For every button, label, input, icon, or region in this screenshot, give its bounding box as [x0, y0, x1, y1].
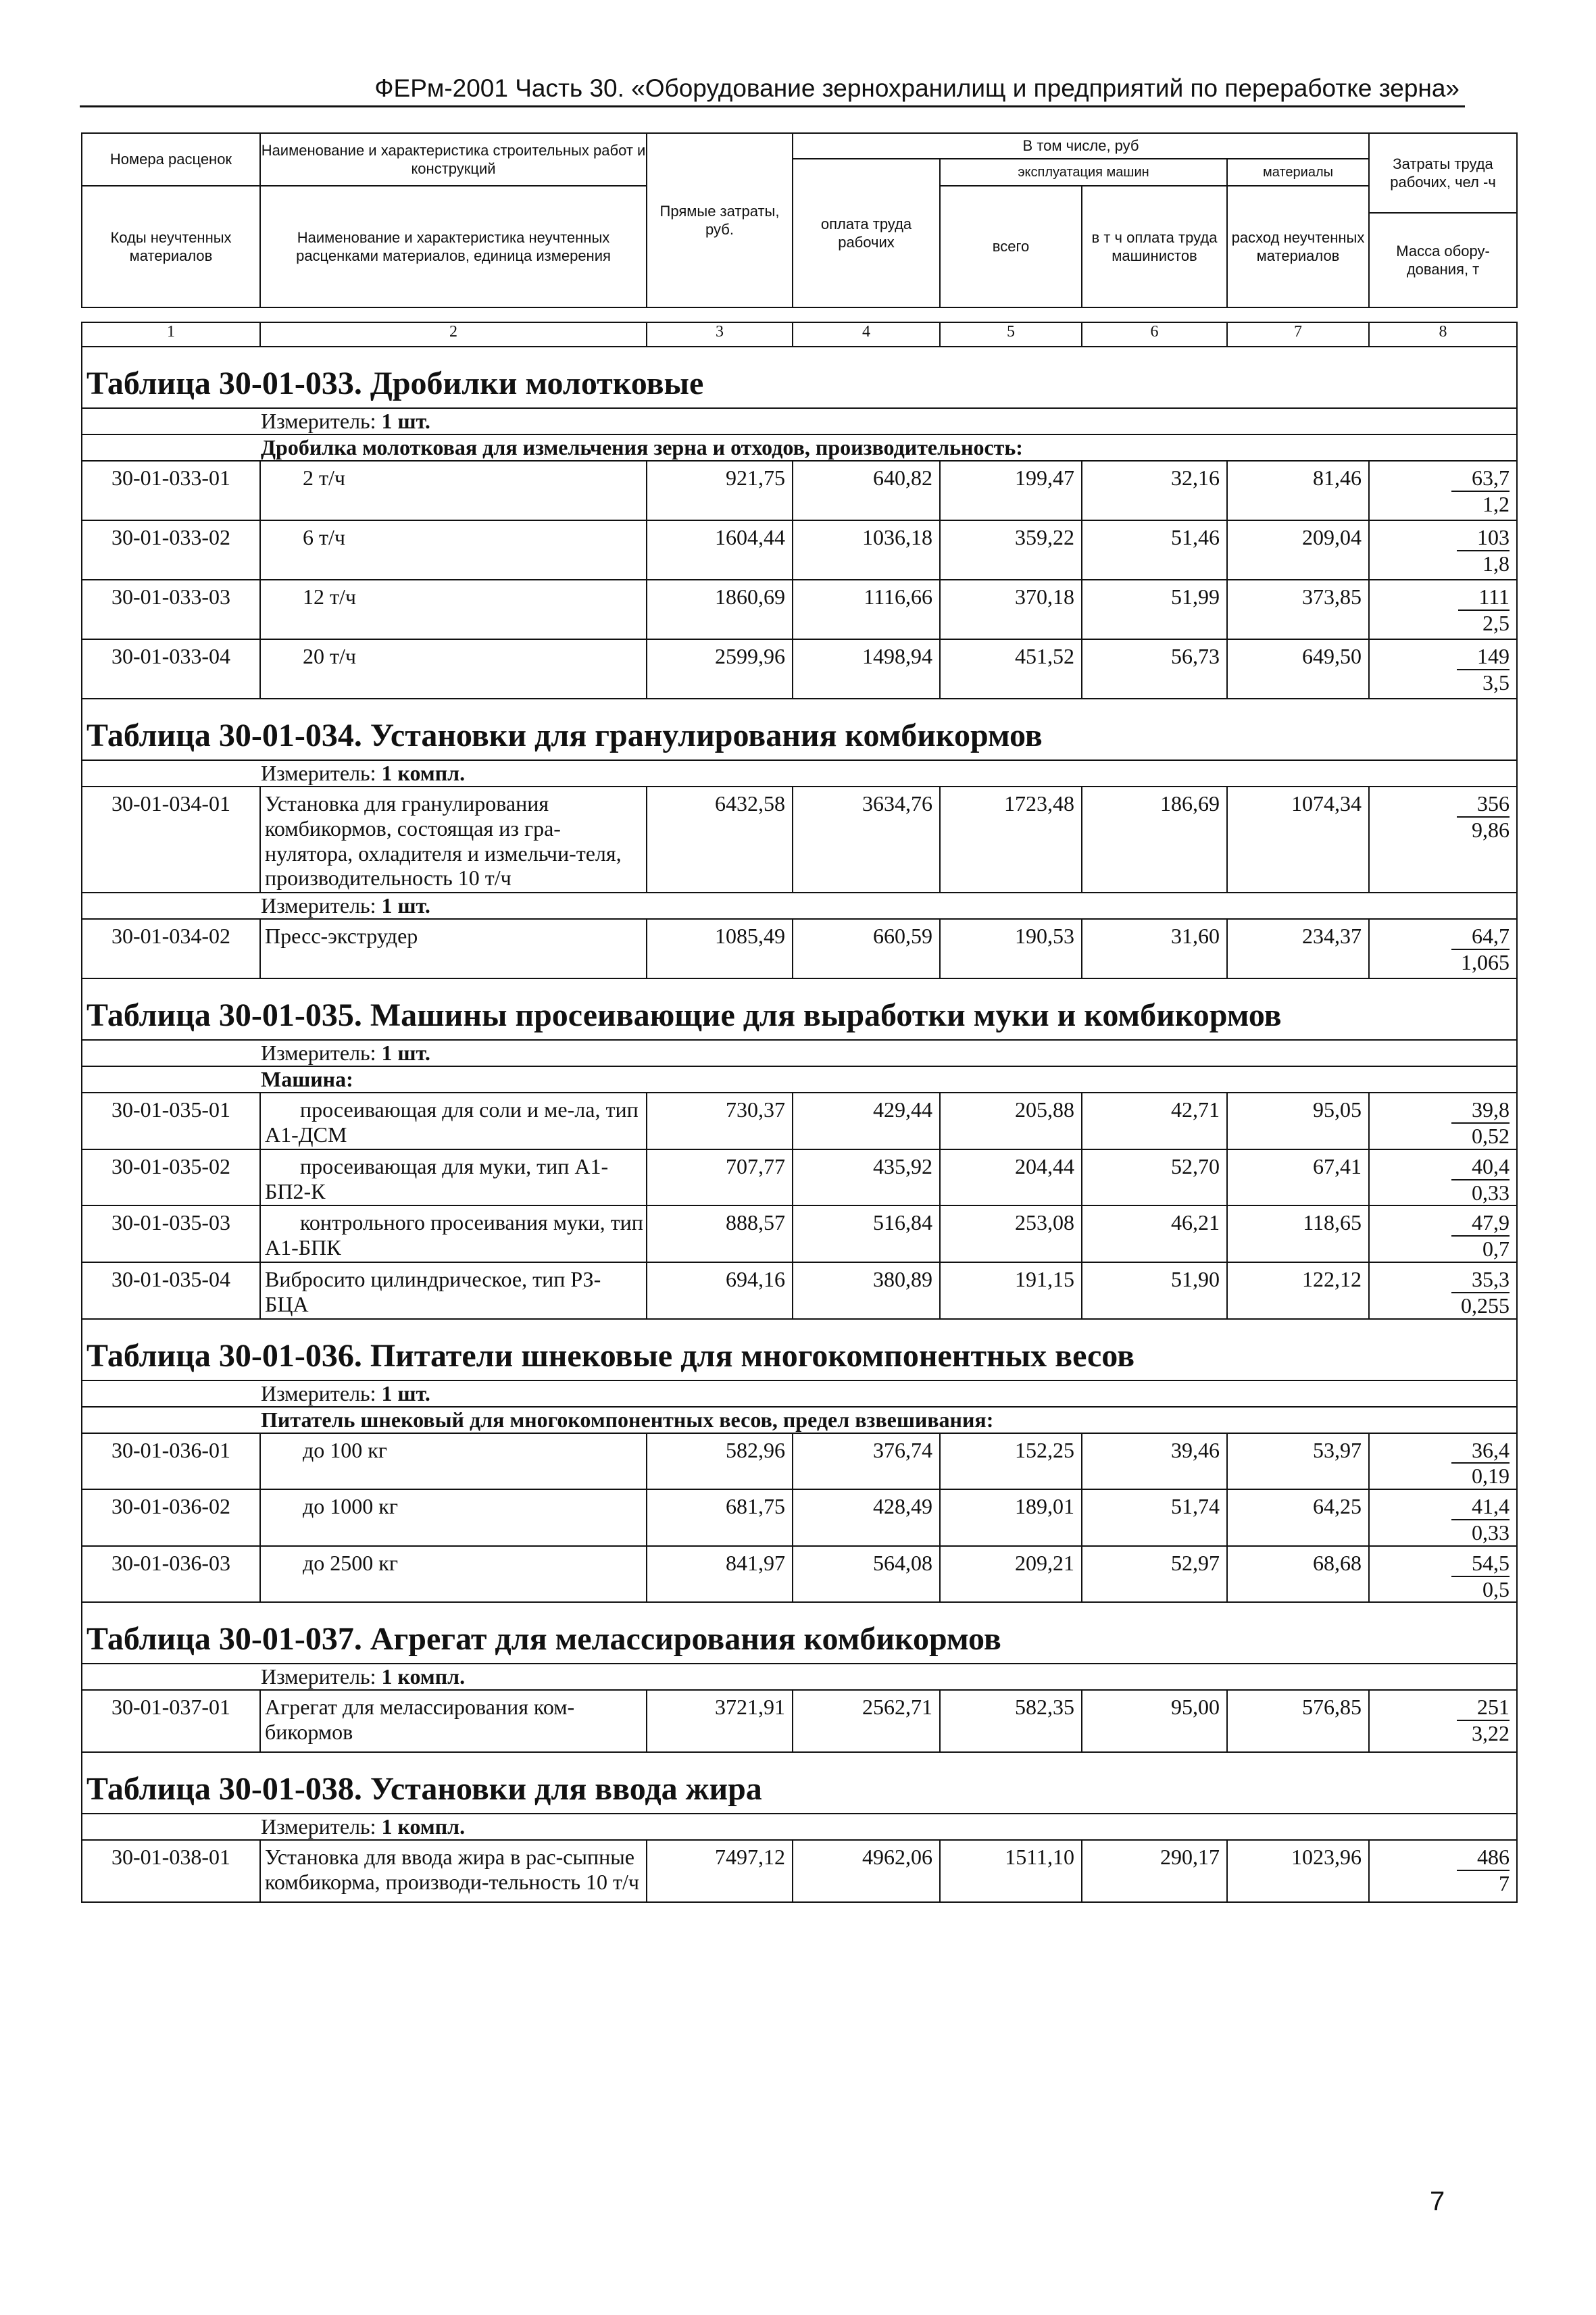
- work-name: до 2500 кг: [260, 1546, 647, 1603]
- cost-value: 380,89: [793, 1262, 940, 1319]
- cost-value: 1085,49: [647, 919, 793, 978]
- unit-line: [82, 760, 1517, 787]
- col-number: 2: [260, 322, 647, 347]
- cost-value: 2562,71: [793, 1690, 940, 1752]
- cost-value: 660,59: [793, 919, 940, 978]
- col8-header-top: Затраты труда рабочих, чел -ч: [1369, 133, 1517, 213]
- work-name: 2 т/ч: [260, 461, 647, 520]
- cost-value: 841,97: [647, 1546, 793, 1603]
- cost-value: 199,47: [940, 461, 1082, 520]
- table-title: Таблица 30-01-036. Питатели шнековые для многокомпонентных весов: [82, 1319, 1517, 1380]
- rate-code: 30-01-036-01: [82, 1433, 260, 1490]
- cost-value: 190,53: [940, 919, 1082, 978]
- cost-value: 2599,96: [647, 639, 793, 699]
- work-name: Установка для гранулирования комбикормов, состоящая из гра-нулятора, охладителя и измельчи-теля, производительность 10 т/ч: [260, 787, 647, 893]
- cost-value: 205,88: [940, 1093, 1082, 1149]
- materials-header: материалы: [1227, 159, 1369, 186]
- col-number: 3: [647, 322, 793, 347]
- labor-value: 47,9: [1451, 1210, 1510, 1237]
- group-heading: Дробилка молотковая для измельчения зерна и отходов, производительность:: [82, 434, 1517, 461]
- rate-code: 30-01-037-01: [82, 1690, 260, 1752]
- cost-value: 51,99: [1082, 580, 1227, 639]
- cost-value: 564,08: [793, 1546, 940, 1603]
- labor-mass-cell: [1369, 787, 1517, 893]
- table-row: [82, 1690, 1517, 1752]
- rate-code: 30-01-033-03: [82, 580, 260, 639]
- labor-value: 36,4: [1451, 1438, 1510, 1464]
- work-name: 20 т/ч: [260, 639, 647, 699]
- unit-line: [82, 1040, 1517, 1066]
- cost-value: 640,82: [793, 461, 940, 520]
- table-row: [82, 1489, 1517, 1546]
- cost-value: 6432,58: [647, 787, 793, 893]
- labor-value: 251: [1457, 1695, 1510, 1721]
- labor-value: 64,7: [1451, 924, 1510, 950]
- col2-header-top: Наименование и характеристика строительных работ и конструкций: [260, 133, 647, 186]
- mass-value: 9,86: [1472, 817, 1510, 842]
- cost-value: 234,37: [1227, 919, 1369, 978]
- cost-value: 31,60: [1082, 919, 1227, 978]
- col1-header-top: Номера расценок: [82, 133, 260, 186]
- rates-table: [81, 132, 1518, 1903]
- table-row: [82, 461, 1517, 520]
- machines-header: эксплуатация машин: [940, 159, 1227, 186]
- cost-value: 67,41: [1227, 1149, 1369, 1206]
- mass-value: 1,8: [1482, 551, 1510, 576]
- labor-mass-cell: [1369, 1262, 1517, 1319]
- cost-value: 51,74: [1082, 1489, 1227, 1546]
- cost-value: 32,16: [1082, 461, 1227, 520]
- cost-value: 53,97: [1227, 1433, 1369, 1490]
- cost-value: 649,50: [1227, 639, 1369, 699]
- cost-value: 52,97: [1082, 1546, 1227, 1603]
- cost-value: 95,00: [1082, 1690, 1227, 1752]
- mass-value: 3,5: [1482, 670, 1510, 695]
- labor-mass-cell: [1369, 1149, 1517, 1206]
- table-row: [82, 919, 1517, 978]
- unit-value: 1 шт.: [381, 1041, 430, 1066]
- unit-line: [82, 408, 1517, 434]
- work-name: просеивающая для соли и ме-ла, тип А1-ДСМ: [260, 1093, 647, 1149]
- unit-value: 1 компл.: [381, 1664, 466, 1689]
- labor-mass-cell: [1369, 520, 1517, 580]
- rate-code: 30-01-035-03: [82, 1205, 260, 1262]
- cost-value: 359,22: [940, 520, 1082, 580]
- cost-value: 428,49: [793, 1489, 940, 1546]
- labor-mass-cell: [1369, 461, 1517, 520]
- cost-value: 204,44: [940, 1149, 1082, 1206]
- table-title: Таблица 30-01-037. Агрегат для мелассирования комбикормов: [82, 1602, 1517, 1664]
- mass-value: 0,19: [1472, 1464, 1510, 1489]
- unit-value: 1 компл.: [381, 1814, 466, 1839]
- unit-line: [82, 1814, 1517, 1840]
- table-title: Таблица 30-01-038. Установки для ввода жира: [82, 1752, 1517, 1814]
- cost-value: 451,52: [940, 639, 1082, 699]
- mass-value: 0,52: [1472, 1123, 1510, 1148]
- labor-mass-cell: [1369, 1489, 1517, 1546]
- cost-value: 52,70: [1082, 1149, 1227, 1206]
- cost-value: 209,04: [1227, 520, 1369, 580]
- work-name: просеивающая для муки, тип А1-БП2-К: [260, 1149, 647, 1206]
- unit-label: Измеритель:: [261, 1814, 376, 1839]
- mass-value: 7: [1499, 1871, 1510, 1896]
- labor-mass-cell: [1369, 1093, 1517, 1149]
- cost-value: 516,84: [793, 1205, 940, 1262]
- work-name: контрольного просеивания муки, тип А1-БПК: [260, 1205, 647, 1262]
- unit-line: [82, 1380, 1517, 1407]
- mass-value: 1,065: [1461, 949, 1510, 974]
- mass-value: 0,7: [1482, 1237, 1510, 1262]
- work-name: Агрегат для мелассирования ком-бикормов: [260, 1690, 647, 1752]
- col-number: 8: [1369, 322, 1517, 347]
- labor-mass-cell: [1369, 639, 1517, 699]
- labor-value: 486: [1457, 1845, 1510, 1871]
- work-name: Установка для ввода жира в рас-сыпные комбикорма, производи-тельность 10 т/ч: [260, 1840, 647, 1902]
- work-name: 6 т/ч: [260, 520, 647, 580]
- labor-value: 41,4: [1451, 1494, 1510, 1520]
- cost-value: 3721,91: [647, 1690, 793, 1752]
- table-row: [82, 1262, 1517, 1319]
- col-number: 4: [793, 322, 940, 347]
- cost-value: 707,77: [647, 1149, 793, 1206]
- table-row: [82, 580, 1517, 639]
- rate-code: 30-01-034-02: [82, 919, 260, 978]
- col4-header: оплата труда рабочих: [793, 159, 940, 307]
- table-row: [82, 1205, 1517, 1262]
- rate-code: 30-01-036-02: [82, 1489, 260, 1546]
- labor-value: 35,3: [1451, 1267, 1510, 1293]
- cost-value: 186,69: [1082, 787, 1227, 893]
- unit-label: Измеритель:: [261, 1041, 376, 1066]
- unit-line: [82, 893, 1517, 919]
- mass-value: 3,22: [1472, 1721, 1510, 1746]
- cost-value: 95,05: [1227, 1093, 1369, 1149]
- mass-value: 2,5: [1482, 610, 1510, 635]
- cost-value: 1723,48: [940, 787, 1082, 893]
- table-row: [82, 639, 1517, 699]
- labor-value: 111: [1458, 584, 1510, 611]
- mass-value: 1,2: [1482, 491, 1510, 516]
- cost-value: 46,21: [1082, 1205, 1227, 1262]
- cost-value: 64,25: [1227, 1489, 1369, 1546]
- mass-value: 0,33: [1472, 1520, 1510, 1545]
- rate-code: 30-01-033-04: [82, 639, 260, 699]
- cost-value: 68,68: [1227, 1546, 1369, 1603]
- unit-label: Измеритель:: [261, 893, 376, 918]
- table-title: Таблица 30-01-035. Машины просеивающие для выработки муки и комбикормов: [82, 978, 1517, 1040]
- unit-label: Измеритель:: [261, 761, 376, 785]
- group-heading: Машина:: [82, 1066, 1517, 1093]
- cost-value: 582,35: [940, 1690, 1082, 1752]
- rate-code: 30-01-033-02: [82, 520, 260, 580]
- cost-value: 290,17: [1082, 1840, 1227, 1902]
- col-number: 5: [940, 322, 1082, 347]
- cost-value: 51,46: [1082, 520, 1227, 580]
- labor-mass-cell: [1369, 1433, 1517, 1490]
- rate-code: 30-01-036-03: [82, 1546, 260, 1603]
- cost-value: 81,46: [1227, 461, 1369, 520]
- labor-mass-cell: [1369, 1205, 1517, 1262]
- cost-value: 209,21: [940, 1546, 1082, 1603]
- labor-value: 40,4: [1451, 1154, 1510, 1180]
- labor-value: 103: [1457, 525, 1510, 551]
- cost-value: 253,08: [940, 1205, 1082, 1262]
- cost-value: 7497,12: [647, 1840, 793, 1902]
- unit-label: Измеритель:: [261, 1664, 376, 1689]
- cost-value: 921,75: [647, 461, 793, 520]
- cost-value: 694,16: [647, 1262, 793, 1319]
- cost-value: 118,65: [1227, 1205, 1369, 1262]
- cost-value: 370,18: [940, 580, 1082, 639]
- cost-value: 1604,44: [647, 520, 793, 580]
- cost-value: 1116,66: [793, 580, 940, 639]
- labor-mass-cell: [1369, 919, 1517, 978]
- unit-value: 1 шт.: [381, 409, 430, 433]
- cost-value: 376,74: [793, 1433, 940, 1490]
- page-header: [80, 68, 1465, 107]
- unit-label: Измеритель:: [261, 409, 376, 433]
- work-name: 12 т/ч: [260, 580, 647, 639]
- cost-value: 576,85: [1227, 1690, 1369, 1752]
- col5-header: всего: [940, 186, 1082, 307]
- cost-value: 1511,10: [940, 1840, 1082, 1902]
- cost-value: 1860,69: [647, 580, 793, 639]
- col-number: 6: [1082, 322, 1227, 347]
- table-row: [82, 1433, 1517, 1490]
- labor-value: 356: [1457, 791, 1510, 818]
- table-row: [82, 520, 1517, 580]
- table-row: [82, 1546, 1517, 1603]
- col-number: 1: [82, 322, 260, 347]
- labor-value: 39,8: [1451, 1097, 1510, 1124]
- labor-value: 149: [1457, 644, 1510, 670]
- cost-value: 122,12: [1227, 1262, 1369, 1319]
- table-row: [82, 787, 1517, 893]
- cost-value: 56,73: [1082, 639, 1227, 699]
- group-header: В том числе, руб: [793, 133, 1369, 159]
- work-name: Вибросито цилиндрическое, тип РЗ-БЦА: [260, 1262, 647, 1319]
- work-name: до 100 кг: [260, 1433, 647, 1490]
- unit-line: [82, 1664, 1517, 1690]
- rate-code: 30-01-035-04: [82, 1262, 260, 1319]
- mass-value: 0,255: [1461, 1293, 1510, 1318]
- rate-code: 30-01-038-01: [82, 1840, 260, 1902]
- table-row: [82, 1093, 1517, 1149]
- cost-value: 1023,96: [1227, 1840, 1369, 1902]
- group-heading: Питатель шнековый для многокомпонентных весов, предел взвешивания:: [82, 1407, 1517, 1433]
- cost-value: 373,85: [1227, 580, 1369, 639]
- cost-value: 730,37: [647, 1093, 793, 1149]
- cost-value: 1498,94: [793, 639, 940, 699]
- rate-code: 30-01-035-02: [82, 1149, 260, 1206]
- col1-header-bottom: Коды неучтенных материалов: [82, 186, 260, 307]
- col2-header-bottom: Наименование и характеристика неучтенных расценками материалов, единица измерения: [260, 186, 647, 307]
- labor-mass-cell: [1369, 580, 1517, 639]
- cost-value: 152,25: [940, 1433, 1082, 1490]
- labor-value: 54,5: [1451, 1551, 1510, 1577]
- cost-value: 51,90: [1082, 1262, 1227, 1319]
- col7-header: расход неучтенных материалов: [1227, 186, 1369, 307]
- rate-code: 30-01-033-01: [82, 461, 260, 520]
- mass-value: 0,33: [1472, 1180, 1510, 1205]
- rate-code: 30-01-035-01: [82, 1093, 260, 1149]
- col6-header: в т ч оплата труда машинистов: [1082, 186, 1227, 307]
- labor-mass-cell: [1369, 1690, 1517, 1752]
- cost-value: 189,01: [940, 1489, 1082, 1546]
- page-number: 7: [1430, 2187, 1445, 2216]
- cost-value: 42,71: [1082, 1093, 1227, 1149]
- cost-value: 681,75: [647, 1489, 793, 1546]
- rate-code: 30-01-034-01: [82, 787, 260, 893]
- unit-value: 1 компл.: [381, 761, 466, 785]
- cost-value: 1036,18: [793, 520, 940, 580]
- cost-value: 429,44: [793, 1093, 940, 1149]
- work-name: до 1000 кг: [260, 1489, 647, 1546]
- col3-header: Прямые затраты, руб.: [647, 133, 793, 307]
- table-row: [82, 1840, 1517, 1902]
- cost-value: 191,15: [940, 1262, 1082, 1319]
- cost-value: 39,46: [1082, 1433, 1227, 1490]
- cost-value: 1074,34: [1227, 787, 1369, 893]
- unit-value: 1 шт.: [381, 1380, 430, 1405]
- cost-value: 3634,76: [793, 787, 940, 893]
- labor-mass-cell: [1369, 1840, 1517, 1902]
- cost-value: 4962,06: [793, 1840, 940, 1902]
- unit-label: Измеритель:: [261, 1380, 376, 1405]
- labor-value: 63,7: [1451, 466, 1510, 492]
- col8-header-bottom: Масса обору-дования, т: [1369, 213, 1517, 307]
- page-header-title: ФЕРм-2001 Часть 30. «Оборудование зернохранилищ и предприятий по переработке зерна»: [374, 74, 1460, 102]
- cost-value: 888,57: [647, 1205, 793, 1262]
- mass-value: 0,5: [1482, 1576, 1510, 1601]
- unit-value: 1 шт.: [381, 893, 430, 918]
- labor-mass-cell: [1369, 1546, 1517, 1603]
- table-title: Таблица 30-01-034. Установки для гранулирования комбикормов: [82, 699, 1517, 760]
- col-number: 7: [1227, 322, 1369, 347]
- cost-value: 435,92: [793, 1149, 940, 1206]
- cost-value: 582,96: [647, 1433, 793, 1490]
- table-title: Таблица 30-01-033. Дробилки молотковые: [82, 347, 1517, 408]
- table-row: [82, 1149, 1517, 1206]
- work-name: Пресс-экструдер: [260, 919, 647, 978]
